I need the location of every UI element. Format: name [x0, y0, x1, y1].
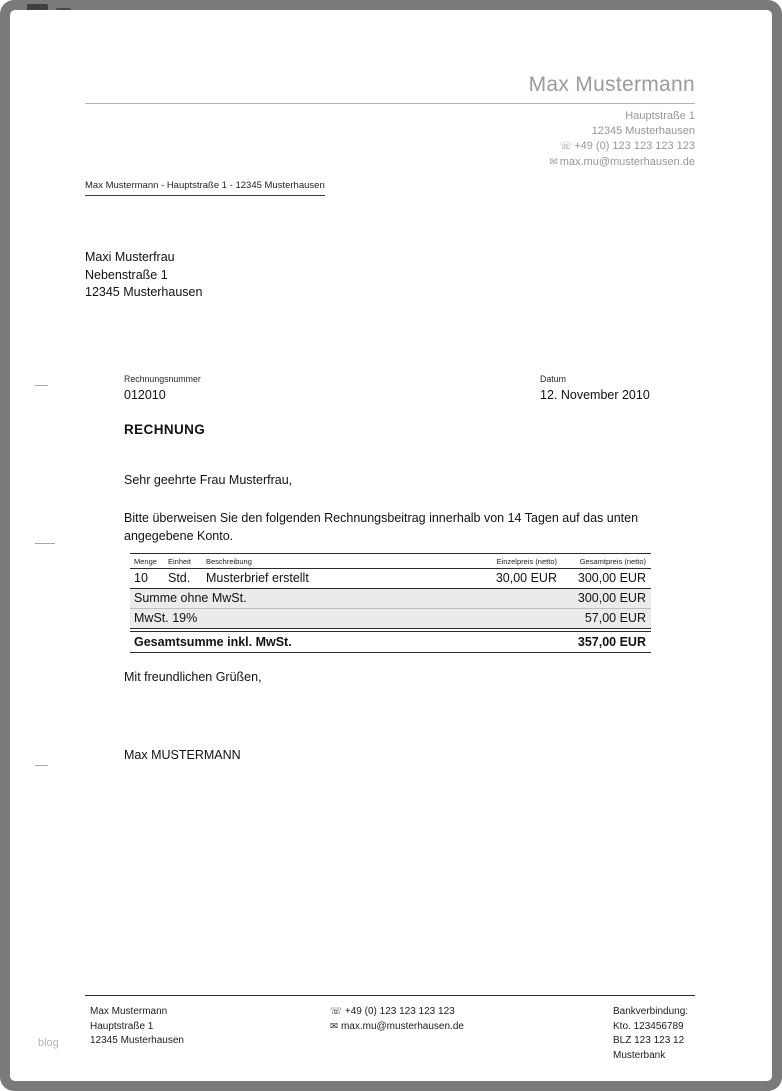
signature-name: Max MUSTERMANN	[124, 748, 241, 762]
footer-phone: +49 (0) 123 123 123 123	[344, 1006, 455, 1017]
phone-icon: ☏	[559, 141, 573, 153]
cell-gesamtpreis: 300,00 EUR	[577, 571, 646, 585]
grand-total-row	[130, 631, 651, 653]
footer-name: Max Mustermann	[90, 1006, 168, 1017]
header-street: Hauptstraße 1	[625, 110, 695, 122]
footer-email-line	[330, 1020, 464, 1035]
header-phone: +49 (0) 123 123 123 123	[574, 140, 695, 153]
col-header-beschreibung: Beschreibung	[206, 557, 252, 566]
header-phone-line	[549, 139, 695, 154]
cell-menge: 10	[134, 571, 148, 585]
return-address-line: Max Mustermann - Hauptstraße 1 - 12345 Musterhausen	[85, 180, 325, 196]
sender-name-heading: Max Mustermann	[528, 73, 695, 96]
footer-bank-block	[613, 1005, 688, 1063]
salutation: Sehr geehrte Frau Musterfrau,	[124, 473, 293, 487]
cell-beschreibung: Musterbrief erstellt	[206, 571, 309, 585]
vat-value: 57,00 EUR	[584, 611, 646, 625]
table-row	[130, 569, 651, 589]
vat-row	[130, 609, 651, 629]
invoice-page	[10, 10, 772, 1081]
footer-contact-block	[330, 1005, 464, 1034]
subtotal-row	[130, 589, 651, 609]
date-label: Datum	[540, 374, 566, 384]
footer-address-block	[90, 1005, 184, 1049]
table-header-row	[130, 553, 651, 569]
subtotal-value: 300,00 EUR	[577, 591, 646, 605]
bank-blz: BLZ 123 123 12	[613, 1035, 685, 1046]
footer-divider	[85, 995, 695, 996]
header-address-block	[549, 109, 695, 170]
subtotal-label: Summe ohne MwSt.	[134, 591, 247, 605]
grand-total-value: 357,00 EUR	[577, 635, 646, 649]
col-header-gesamtpreis: Gesamtpreis (netto)	[579, 557, 646, 566]
recipient-name: Maxi Musterfrau	[85, 250, 175, 264]
footer-city: 12345 Musterhausen	[90, 1035, 184, 1046]
phone-icon: ☏	[330, 1006, 342, 1017]
date-value: 12. November 2010	[540, 388, 650, 402]
watermark-text: blog	[38, 1037, 59, 1049]
invoice-number-value: 012010	[124, 388, 166, 402]
vat-label: MwSt. 19%	[134, 611, 198, 625]
closing-line: Mit freundlichen Grüßen,	[124, 670, 262, 684]
recipient-street: Nebenstraße 1	[85, 267, 168, 282]
invoice-table	[130, 553, 651, 653]
fold-mark	[35, 543, 55, 544]
footer-street: Hauptstraße 1	[90, 1020, 154, 1032]
fold-mark	[35, 765, 48, 766]
cell-einzelpreis: 30,00 EUR	[495, 571, 557, 585]
header-email-line	[549, 155, 695, 170]
header-city: 12345 Musterhausen	[591, 125, 695, 138]
footer-phone-line	[330, 1005, 464, 1020]
recipient-city: 12345 Musterhausen	[85, 285, 203, 299]
intro-paragraph: Bitte überweisen Sie den folgenden Rechnungsbeitrag innerhalb von 14 Tagen auf das unten angegebene Konto.	[124, 511, 639, 543]
bank-heading: Bankverbindung:	[613, 1006, 689, 1017]
invoice-number-label: Rechnungsnummer	[124, 374, 201, 384]
cell-einheit: Std.	[168, 571, 191, 585]
recipient-address-block	[85, 249, 202, 302]
bank-name: Musterbank	[613, 1049, 666, 1061]
col-header-einheit: Einheit	[168, 557, 191, 566]
bank-account: Kto. 123456789	[613, 1020, 684, 1032]
header-divider	[85, 103, 695, 104]
fold-mark	[35, 385, 48, 386]
grand-total-label: Gesamtsumme inkl. MwSt.	[134, 635, 292, 649]
header-email: max.mu@musterhausen.de	[559, 155, 695, 168]
footer-email: max.mu@musterhausen.de	[340, 1020, 464, 1032]
email-icon: ✉	[330, 1020, 338, 1032]
col-header-einzelpreis: Einzelpreis (netto)	[496, 557, 557, 566]
document-title: RECHNUNG	[124, 422, 206, 437]
col-header-menge: Menge	[134, 557, 157, 566]
email-icon: ✉	[549, 156, 558, 168]
